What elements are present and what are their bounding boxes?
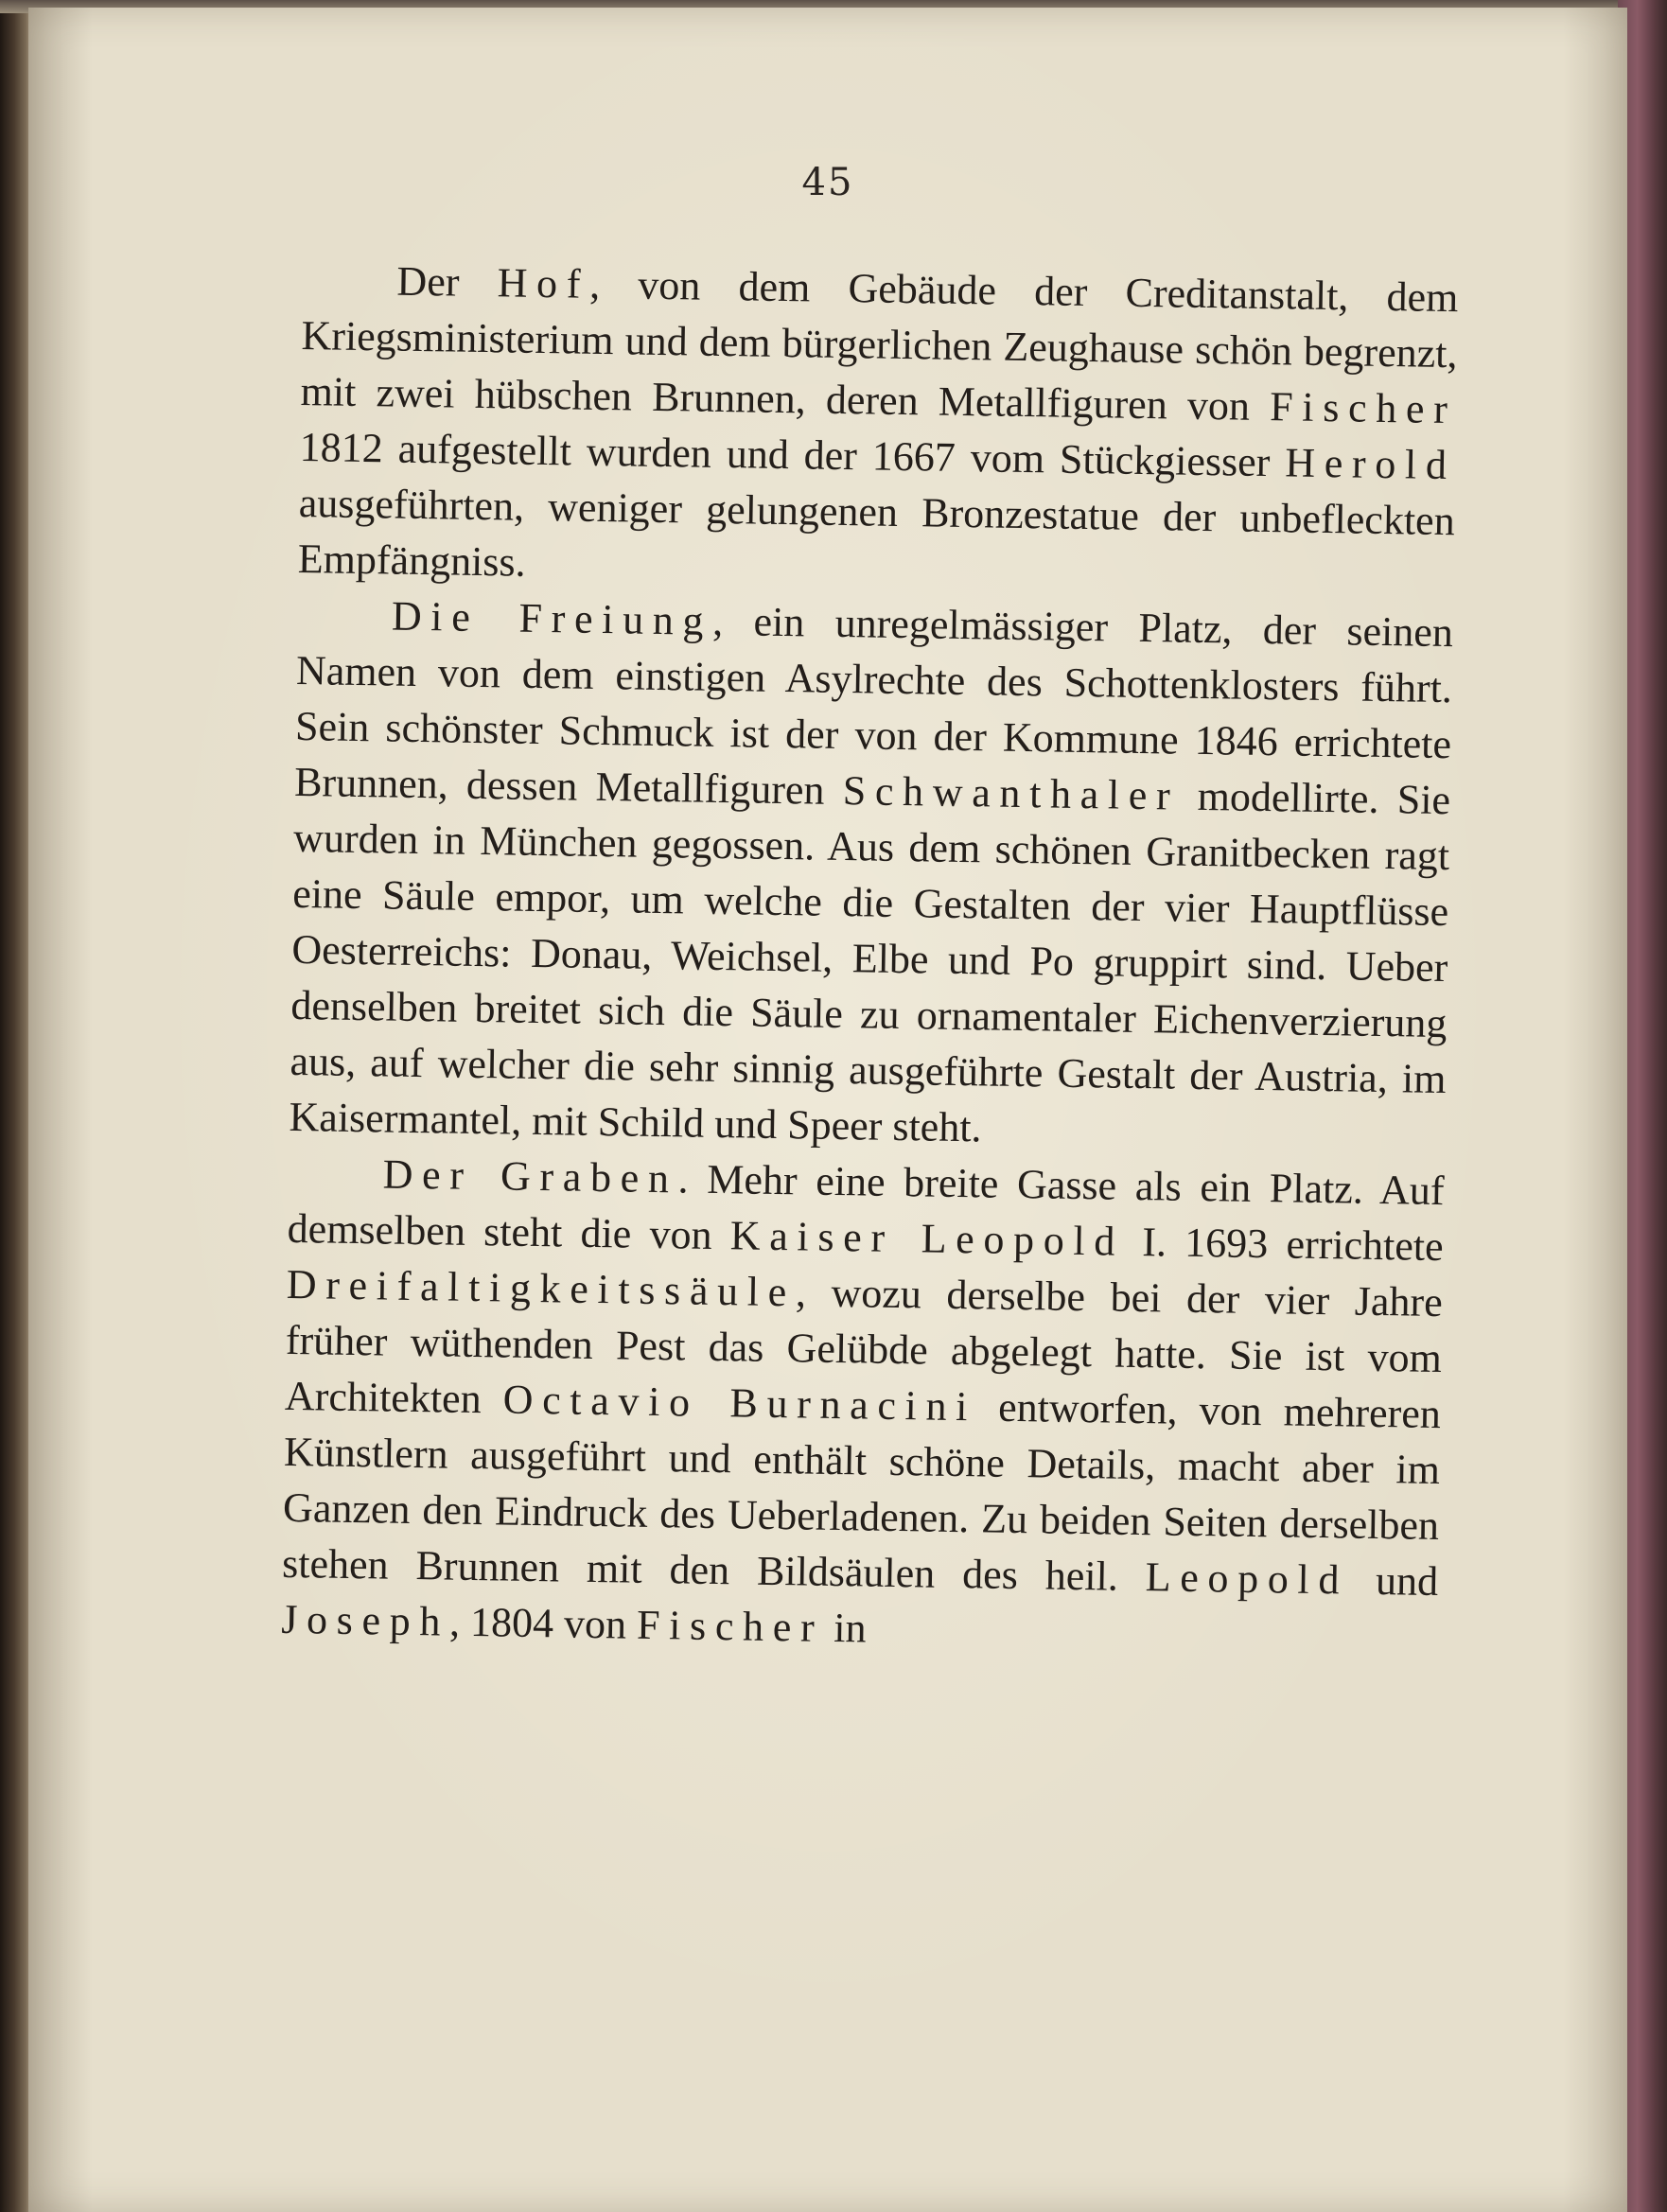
spaced-term: Octavio Burnacini	[502, 1376, 977, 1431]
text-run: , von dem Gebäude der Creditanstalt, dem Kriegsministerium und dem bürgerlichen Zeughause schön begrenzt, mit zwei hübschen Brunnen, deren Metallfiguren von	[300, 260, 1459, 430]
paragraph-freiung	[289, 587, 1453, 1163]
text-run: Der	[396, 257, 499, 307]
text-run: modellirte. Sie wurden in München gegossen. Aus dem schönen Granitbecken ragt eine Säule empor, um welche die Gestalten der vier Hauptflüsse Oesterreichs: Donau, Weichsel, Elbe und Po gruppirt sind. Ueber denselben breitet sich die Säule zu ornamentaler Eichenverzierung aus, auf welcher die sehr sinnig ausgeführte Gestalt der Austria, im Kaisermantel, mit Schild und Speer steht.	[289, 772, 1451, 1151]
text-run: entworfen, von mehreren Künstlern ausgeführt und enthält schöne Details, macht aber im Ganzen den Eindruck des Ueberladenen. Zu beiden Seiten derselben stehen Brunnen mit den Bildsäulen des heil.	[281, 1383, 1442, 1601]
text-run: , 1804 von	[448, 1598, 638, 1648]
text-run: , wozu derselbe bei der vier Jahre früher wüthenden Pest das Gelübde abgelegt hatte. Sie ist vom Architekten	[284, 1269, 1444, 1423]
book-spine-shadow	[0, 0, 32, 2212]
text-run: , ein unregelmässiger Platz, der seinen Namen von dem einstigen Asylrechte des Schottenklosters führt. Sein schönster Schmuck ist der von der Kommune 1846 errichtete Brunnen, dessen Metallfiguren	[293, 597, 1454, 815]
spaced-term: Leopold	[1145, 1554, 1349, 1604]
text-run: ausgeführten, weniger gelungenen Bronzestatue der unbefleckten Empfängniss.	[297, 479, 1456, 586]
text-run: in	[822, 1604, 867, 1652]
text-run: und	[1347, 1556, 1439, 1606]
spaced-term: Kaiser Leopold	[729, 1212, 1125, 1265]
text-run: . Mehr eine breite Gasse als ein Platz. Auf demselben steht die von	[287, 1155, 1445, 1259]
spaced-term: Fischer	[1269, 383, 1457, 433]
spaced-term: Der Graben	[382, 1150, 678, 1203]
book-page	[28, 8, 1627, 2212]
spaced-term: Hof	[497, 259, 590, 307]
page-number: 45	[801, 161, 854, 204]
paragraph-hof	[297, 252, 1458, 605]
body-text	[281, 252, 1459, 1665]
paragraph-graben	[281, 1145, 1445, 1665]
spaced-term: Dreifaltigkeitssäule	[286, 1260, 797, 1316]
spaced-term: Die Freiung	[391, 592, 713, 644]
spaced-term: Joseph	[280, 1595, 450, 1645]
spaced-term: Fischer	[636, 1601, 824, 1651]
text-run: 1812 aufgestellt wurden und der 1667 vom Stückgiesser	[299, 423, 1286, 486]
spaced-term: Schwanthaler	[842, 767, 1180, 819]
spaced-term: Herold	[1284, 439, 1456, 489]
text-run: I. 1693 errichtete	[1123, 1218, 1445, 1271]
